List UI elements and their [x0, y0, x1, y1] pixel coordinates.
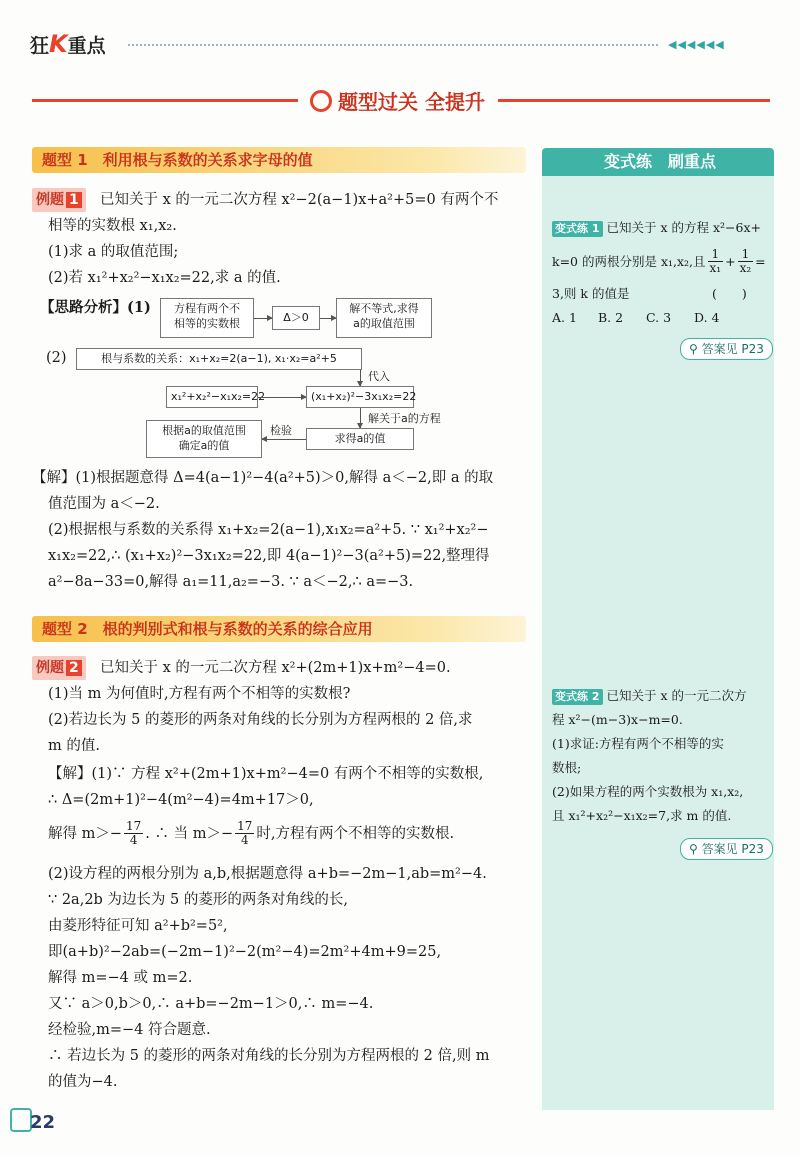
header-dotted-rule: [128, 44, 658, 46]
variant2-line: 且 x₁²+x₂²−x₁x₂=7,求 m 的值.: [552, 808, 732, 823]
example2-line: (2)若边长为 5 的菱形的两条对角线的长分别为方程两根的 2 倍,求: [48, 712, 473, 728]
page-number: 22: [30, 1112, 56, 1133]
band-rule-right: [498, 99, 770, 102]
example2-line: 已知关于 x 的一元二次方程 x²+(2m+1)x+m²−4=0.: [100, 660, 451, 676]
example2-line: ∴ Δ=(2m+1)²−4(m²−4)=4m+17＞0,: [48, 792, 314, 808]
example2-line: 【解】(1)∵ 方程 x²+(2m+1)x+m²−4=0 有两个不相等的实数根,: [48, 766, 484, 782]
option-d: D. 4: [694, 310, 720, 325]
variant2-line: (2)如果方程的两个实数根为 x₁,x₂,: [552, 784, 744, 799]
variant2-line: 变式练 2 已知关于 x 的一元二次方: [552, 684, 746, 708]
example2-more-line: 经检验,m=−4 符合题意.: [48, 1022, 211, 1038]
flow-arrow: [262, 439, 306, 440]
example1-line: (2)若 x₁²+x₂²−x₁x₂=22,求 a 的值.: [48, 270, 281, 286]
flow2-top-box: 根与系数的关系：x₁+x₂=2(a−1), x₁·x₂=a²+5: [76, 348, 362, 370]
option-b: B. 2: [598, 310, 624, 325]
example2-solve-line: 解得 m＞− $\frac{17}{4}$ . ∴ 当 m＞− $\frac{17}{4}$ 时,方程有两个不相等的实数根.: [48, 819, 455, 847]
variant2-line: 程 x²−(m−3)x−m=0.: [552, 712, 683, 727]
variant1-line: 3,则 k 的值是: [552, 286, 630, 301]
fraction: $\frac{17}{4}$: [237, 819, 253, 847]
solution-line: (2)根据根与系数的关系得 x₁+x₂=2(a−1),x₁x₂=a²+5. ∵ x₁²+x₂²−: [48, 522, 489, 538]
fraction: $\frac{1}{\text{x₂}}$: [739, 247, 752, 275]
answer-link-1[interactable]: ⚲ 答案见 P23: [680, 338, 773, 360]
brand-logo: 狂K重点: [30, 30, 106, 58]
example2-more-line: 由菱形特征可知 a²+b²=5²,: [48, 918, 228, 934]
example2-more-line: ∴ 若边长为 5 的菱形的两条对角线的长分别为方程两根的 2 倍,则 m: [48, 1048, 490, 1064]
answer-link-2[interactable]: ⚲ 答案见 P23: [680, 838, 773, 860]
flow1-box: Δ＞0: [272, 306, 320, 330]
flow2-right-mid-box: (x₁+x₂)²−3x₁x₂=22: [306, 386, 414, 408]
flow-arrow: [360, 408, 361, 428]
flow1-box: 方程有两个不 相等的实数根: [160, 298, 254, 338]
answer-bracket: ( ): [712, 286, 747, 301]
flow2-left-bot-box: 根据a的取值范围 确定a的值: [146, 420, 262, 458]
flow2-solve-label: 解关于a的方程: [368, 412, 441, 425]
example2-more-line: 解得 m=−4 或 m=2.: [48, 970, 193, 986]
example2-more-line: (2)设方程的两根分别为 a,b,根据题意得 a+b=−2m−1,ab=m²−4.: [48, 866, 487, 882]
solution-line: x₁x₂=22,∴ (x₁+x₂)²−3x₁x₂=22,即 4(a−1)²−3(a²+5)=22,整理得: [48, 548, 490, 564]
flow2-label: (2): [46, 350, 67, 366]
key-icon: ⚲: [689, 842, 702, 856]
sidebar-title: 变式练 刷重点: [542, 148, 774, 176]
flow2-left-mid-box: x₁²+x₂²−x₁x₂=22: [166, 386, 258, 408]
flow2-sub-label: 代入: [368, 370, 390, 383]
option-a: A. 1: [552, 310, 577, 325]
band-title: 题型过关 全提升: [302, 86, 493, 115]
band-rule-left: [32, 99, 298, 102]
option-c: C. 3: [646, 310, 672, 325]
key-icon: ⚲: [689, 342, 702, 356]
fraction: $\frac{1}{\text{x₁}}$: [709, 247, 722, 275]
flow-arrow: [258, 397, 306, 398]
flow-arrow: [254, 318, 272, 319]
flow2-result-box: 求得a的值: [306, 428, 414, 450]
fraction: $\frac{17}{4}$: [126, 819, 142, 847]
section-heading-1: 题型 1 利用根与系数的关系求字母的值: [32, 147, 526, 173]
variant1-line: k=0 的两根分别是 x₁,x₂,且 $\frac{1}{\text{x₁}}$ + $\frac{1}{\text{x₂}}$ =: [552, 247, 766, 275]
page-badge-icon: [10, 1108, 32, 1132]
example1-line: 相等的实数根 x₁,x₂.: [48, 218, 177, 234]
swirl-icon: [310, 90, 332, 112]
flow-arrow: [360, 370, 361, 386]
variant1-line: 变式练 1 已知关于 x 的方程 x²−6x+: [552, 216, 761, 240]
solution-line: 值范围为 a＜−2.: [48, 496, 160, 512]
example1-line: (1)求 a 的取值范围;: [48, 244, 179, 260]
example2-line: m 的值.: [48, 738, 100, 754]
section-heading-2: 题型 2 根的判别式和根与系数的关系的综合应用: [32, 616, 526, 642]
solution-line: a²−8a−33=0,解得 a₁=11,a₂=−3. ∵ a＜−2,∴ a=−3.: [48, 574, 414, 590]
example-tag-1: 例题 1: [32, 188, 86, 212]
variant2-line: 数根;: [552, 760, 582, 775]
flow1-box: 解不等式,求得 a的取值范围: [336, 298, 432, 338]
example2-more-line: 又∵ a＞0,b＞0,∴ a+b=−2m−1＞0,∴ m=−4.: [48, 996, 374, 1012]
solution-line: 【解】(1)根据题意得 Δ=4(a−1)²−4(a²+5)＞0,解得 a＜−2,即 a 的取: [32, 470, 494, 486]
variant2-line: (1)求证:方程有两个不相等的实: [552, 736, 724, 751]
example2-more-line: 即(a+b)²−2ab=(−2m−1)²−2(m²−4)=2m²+4m+9=25,: [48, 944, 442, 960]
analysis-label: 【思路分析】(1): [40, 299, 151, 316]
flow-arrow: [320, 318, 336, 319]
flow2-check-label: 检验: [270, 424, 292, 437]
example2-more-line: 的值为−4.: [48, 1074, 118, 1090]
example2-line: (1)当 m 为何值时,方程有两个不相等的实数根?: [48, 686, 351, 702]
header-arrow-decoration: ◀◀◀◀◀◀: [668, 38, 725, 51]
example1-line: 已知关于 x 的一元二次方程 x²−2(a−1)x+a²+5=0 有两个不: [100, 192, 499, 208]
example2-more-line: ∵ 2a,2b 为边长为 5 的菱形的两条对角线的长,: [48, 892, 348, 908]
example-tag-2: 例题 2: [32, 656, 86, 680]
